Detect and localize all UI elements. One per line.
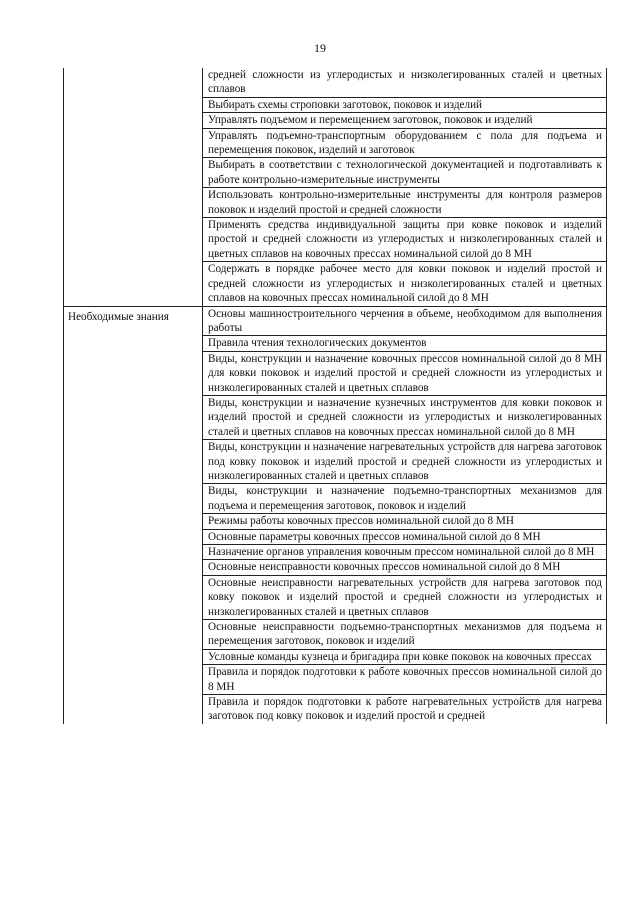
skill-item: Использовать контрольно-измерительные инструменты для контроля размеров поковок и изделий простой и средней сложности: [203, 188, 607, 218]
knowledge-item: Правила и порядок подготовки к работе ковочных прессов номинальной силой до 8 МН: [203, 665, 607, 695]
knowledge-item: Виды, конструкции и назначение ковочных прессов номинальной силой до 8 МН для ковки поковок и изделий простой и средней сложности из углеродистых и низколегированных сталей и цветных сплавов: [203, 351, 607, 395]
knowledge-item: Основные неисправности нагревательных устройств для нагрева заготовок под ковку поковок и изделий простой и средней сложности из углеродистых и низколегированных сталей и цветных сплавов: [203, 575, 607, 619]
skill-item: Выбирать схемы строповки заготовок, поковок и изделий: [203, 97, 607, 112]
knowledge-item: Виды, конструкции и назначение нагревательных устройств для нагрева заготовок под ковку поковок и изделий простой и средней сложности из углеродистых и низколегированных сталей и цветных сплавов: [203, 440, 607, 484]
skill-item: Применять средства индивидуальной защиты при ковке поковок и изделий простой и средней сложности из углеродистых и низколегированных сталей и цветных сплавов на ковочных прессах номинальной силой до 8 МН: [203, 218, 607, 262]
knowledge-item: Правила и порядок подготовки к работе нагревательных устройств для нагрева заготовок под ковку поковок и изделий простой и средней: [203, 695, 607, 724]
skill-item: Управлять подъемом и перемещением заготовок, поковок и изделий: [203, 113, 607, 128]
knowledge-item: Основные неисправности ковочных прессов номинальной силой до 8 МН: [203, 560, 607, 575]
knowledge-item: Основные параметры ковочных прессов номинальной силой до 8 МН: [203, 529, 607, 544]
skills-label-cell: [64, 68, 203, 306]
table-row: [64, 68, 607, 97]
knowledge-label: Необходимые знания: [64, 306, 203, 724]
table-row: [64, 306, 607, 336]
knowledge-item: Основные неисправности подъемно-транспортных механизмов для подъема и перемещения заготовок, поковок и изделий: [203, 620, 607, 650]
skill-item: Выбирать в соответствии с технологической документацией и подготавливать к работе контрольно-измерительные инструменты: [203, 158, 607, 188]
requirements-table: [63, 68, 607, 724]
knowledge-item: Основы машиностроительного черчения в объеме, необходимом для выполнения работы: [203, 306, 607, 336]
knowledge-item: Виды, конструкции и назначение кузнечных инструментов для ковки поковок и изделий простой и средней сложности из углеродистых и низколегированных сталей и цветных сплавов на ковочных прессах номинальной силой до 8 МН: [203, 395, 607, 439]
page-number: 19: [314, 41, 326, 55]
knowledge-item: Режимы работы ковочных прессов номинальной силой до 8 МН: [203, 514, 607, 529]
knowledge-item: Условные команды кузнеца и бригадира при ковке поковок на ковочных прессах: [203, 649, 607, 664]
knowledge-item: Назначение органов управления ковочным прессом номинальной силой до 8 МН: [203, 545, 607, 560]
skill-item: средней сложности из углеродистых и низколегированных сталей и цветных сплавов: [203, 68, 607, 97]
knowledge-item: Виды, конструкции и назначение подъемно-транспортных механизмов для подъема и перемещения заготовок, поковок и изделий: [203, 484, 607, 514]
knowledge-item: Правила чтения технологических документов: [203, 336, 607, 351]
skill-item: Содержать в порядке рабочее место для ковки поковок и изделий простой и средней сложности из углеродистых и низколегированных сталей и цветных сплавов на ковочных прессах номинальной силой до 8 МН: [203, 262, 607, 306]
skill-item: Управлять подъемно-транспортным оборудованием с пола для подъема и перемещения поковок, изделий и заготовок: [203, 128, 607, 158]
